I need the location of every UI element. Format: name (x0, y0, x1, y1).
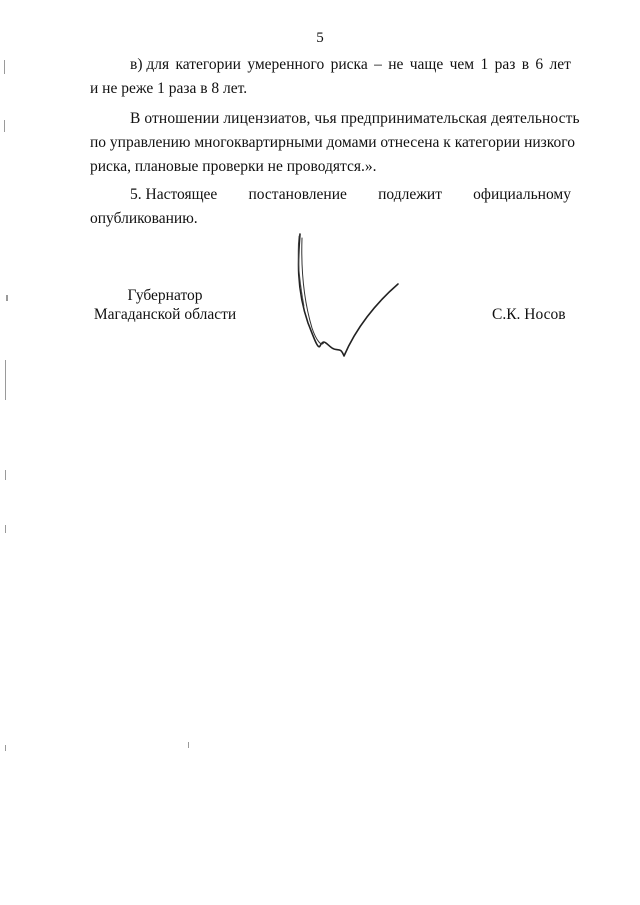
page-number: 5 (316, 30, 324, 46)
word: чаще (409, 56, 444, 73)
signer-name: С.К. Носов (492, 306, 566, 323)
scan-mark (5, 745, 6, 751)
paragraph-2-line-1: В отношении лицензиатов, чья предпринимательская деятельность (130, 110, 580, 127)
scan-mark (188, 742, 189, 748)
word: подлежит (378, 186, 442, 203)
word: не (388, 56, 404, 73)
scan-mark (5, 470, 6, 480)
word: в (521, 56, 530, 73)
word: категории (175, 56, 241, 73)
word: постановление (248, 186, 347, 203)
scan-mark (4, 60, 5, 74)
word: 6 (535, 56, 544, 73)
scan-mark (6, 295, 8, 301)
handwritten-signature (286, 228, 406, 364)
word: официальному (473, 186, 571, 203)
paragraph-1-line-1 (130, 56, 571, 74)
scan-mark (5, 525, 6, 533)
word: 1 (480, 56, 489, 73)
word: умеренного (247, 56, 325, 73)
word: в) для (130, 56, 170, 73)
paragraph-2-line-2: по управлению многоквартирными домами отнесена к категории низкого (90, 134, 575, 151)
signer-position-line-2: Магаданской области (93, 306, 237, 323)
scan-mark (5, 360, 6, 400)
scan-mark (4, 120, 5, 132)
word: чем (449, 56, 475, 73)
word: риска (330, 56, 368, 73)
word: 5. Настоящее (130, 186, 218, 203)
signer-position (84, 286, 246, 324)
paragraph-3-line-1 (130, 186, 571, 204)
paragraph-1-line-2: и не реже 1 раза в 8 лет. (90, 80, 248, 97)
word: лет (549, 56, 571, 73)
paragraph-3-line-2: опубликованию. (90, 210, 198, 227)
paragraph-2-line-3: риска, плановые проверки не проводятся.». (90, 158, 377, 175)
word: – (374, 56, 382, 73)
word: раз (494, 56, 516, 73)
signer-position-line-1: Губернатор (127, 287, 203, 304)
